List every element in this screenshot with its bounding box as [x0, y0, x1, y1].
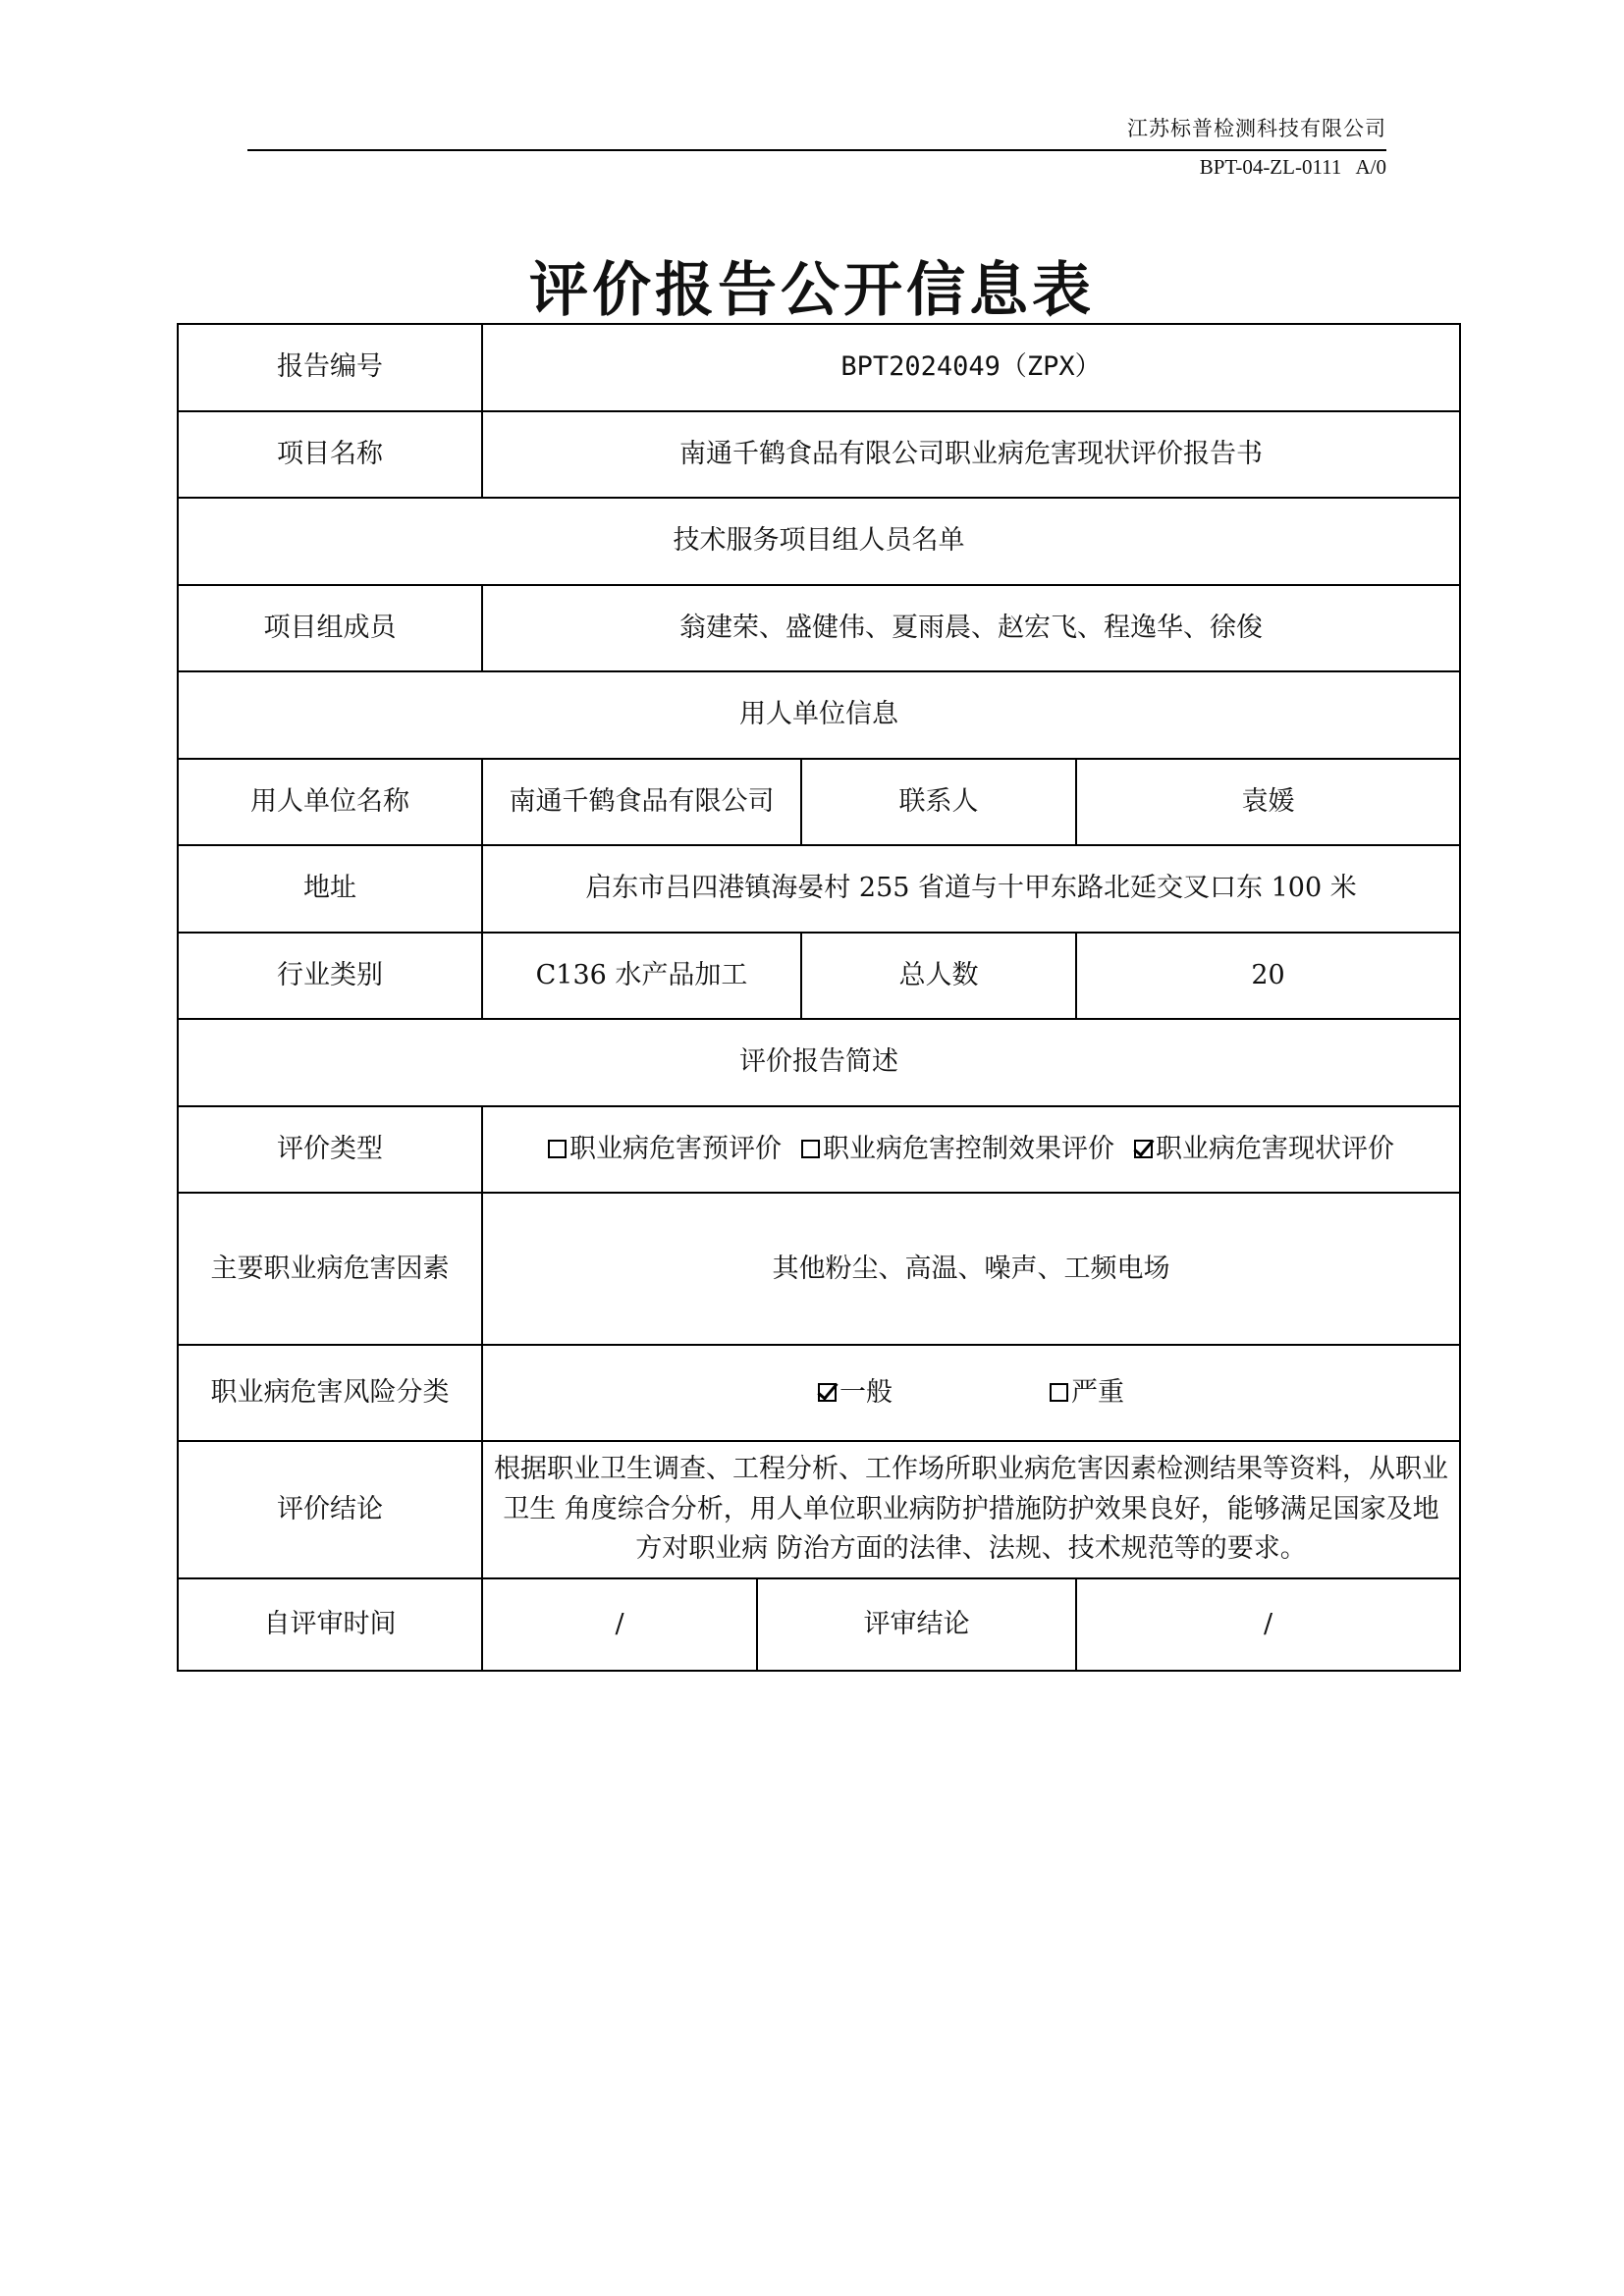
headcount-value: 20	[1076, 933, 1460, 1020]
report-no-label: 报告编号	[178, 324, 482, 411]
eval-type-option-status[interactable]	[1134, 1130, 1394, 1170]
contact-value: 袁媛	[1076, 759, 1460, 846]
employer-name-label: 用人单位名称	[178, 759, 482, 846]
hazards-value: 其他粉尘、高温、噪声、工频电场	[482, 1193, 1460, 1345]
review-result-label: 评审结论	[757, 1578, 1076, 1671]
checkbox-icon	[548, 1140, 567, 1158]
row-industry	[178, 933, 1460, 1020]
checkbox-checked-icon	[1134, 1140, 1153, 1158]
conclusion-value: 根据职业卫生调查、工程分析、工作场所职业病危害因素检测结果等资料，从职业卫生 角度综合分析，用人单位职业病防护措施防护效果良好，能够满足国家及地方对职业病 防治方面的法律、法规、技术规范等的要求。	[482, 1441, 1460, 1578]
employer-section-heading: 用人单位信息	[178, 671, 1460, 759]
eval-type-option-label: 职业病危害预评价	[569, 1133, 783, 1164]
hazards-label: 主要职业病危害因素	[178, 1193, 482, 1345]
row-hazards	[178, 1193, 1460, 1345]
row-employer-section	[178, 671, 1460, 759]
contact-label: 联系人	[801, 759, 1076, 846]
row-address	[178, 845, 1460, 933]
row-employer	[178, 759, 1460, 846]
row-summary-section	[178, 1019, 1460, 1106]
company-name: 江苏标普检测科技有限公司	[1127, 117, 1386, 140]
document-code: BPT-04-ZL-0111 A/0	[1199, 155, 1386, 179]
address-label: 地址	[178, 845, 482, 933]
team-members-label: 项目组成员	[178, 585, 482, 672]
review-result-value: /	[1076, 1578, 1460, 1671]
report-no-value: BPT2024049（ZPX）	[482, 324, 1460, 411]
checkbox-checked-icon	[818, 1383, 837, 1402]
review-time-value: /	[482, 1578, 757, 1671]
row-project-name	[178, 411, 1460, 499]
row-team-section	[178, 498, 1460, 585]
info-table	[177, 323, 1461, 1672]
header-divider	[247, 149, 1386, 151]
headcount-label: 总人数	[801, 933, 1076, 1020]
row-team-members	[178, 585, 1460, 672]
row-risk	[178, 1345, 1460, 1441]
review-time-label: 自评审时间	[178, 1578, 482, 1671]
row-conclusion	[178, 1441, 1460, 1578]
row-eval-type	[178, 1106, 1460, 1194]
address-value: 启东市吕四港镇海晏村 255 省道与十甲东路北延交叉口东 100 米	[482, 845, 1460, 933]
project-name-value: 南通千鹤食品有限公司职业病危害现状评价报告书	[482, 411, 1460, 499]
employer-name-value: 南通千鹤食品有限公司	[482, 759, 801, 846]
team-section-heading: 技术服务项目组人员名单	[178, 498, 1460, 585]
risk-options	[482, 1345, 1460, 1441]
industry-value: C136 水产品加工	[482, 933, 801, 1020]
risk-option-label: 严重	[1071, 1376, 1125, 1408]
summary-section-heading: 评价报告简述	[178, 1019, 1460, 1106]
eval-type-label: 评价类型	[178, 1106, 482, 1194]
team-members-value: 翁建荣、盛健伟、夏雨晨、赵宏飞、程逸华、徐俊	[482, 585, 1460, 672]
checkbox-icon	[801, 1140, 820, 1158]
row-review	[178, 1578, 1460, 1671]
risk-option-general[interactable]	[818, 1373, 893, 1414]
conclusion-label: 评价结论	[178, 1441, 482, 1578]
eval-type-option-control[interactable]	[801, 1130, 1114, 1170]
row-report-no	[178, 324, 1460, 411]
risk-option-label: 一般	[839, 1376, 893, 1408]
risk-label: 职业病危害风险分类	[178, 1345, 482, 1441]
eval-type-option-label: 职业病危害控制效果评价	[823, 1133, 1115, 1164]
risk-option-severe[interactable]	[1050, 1373, 1124, 1414]
checkbox-icon	[1050, 1383, 1068, 1402]
eval-type-option-label: 职业病危害现状评价	[1156, 1133, 1395, 1164]
page-title: 评价报告公开信息表	[529, 256, 1095, 325]
eval-type-options	[482, 1106, 1460, 1194]
eval-type-option-pre[interactable]	[548, 1130, 782, 1170]
industry-label: 行业类别	[178, 933, 482, 1020]
project-name-label: 项目名称	[178, 411, 482, 499]
